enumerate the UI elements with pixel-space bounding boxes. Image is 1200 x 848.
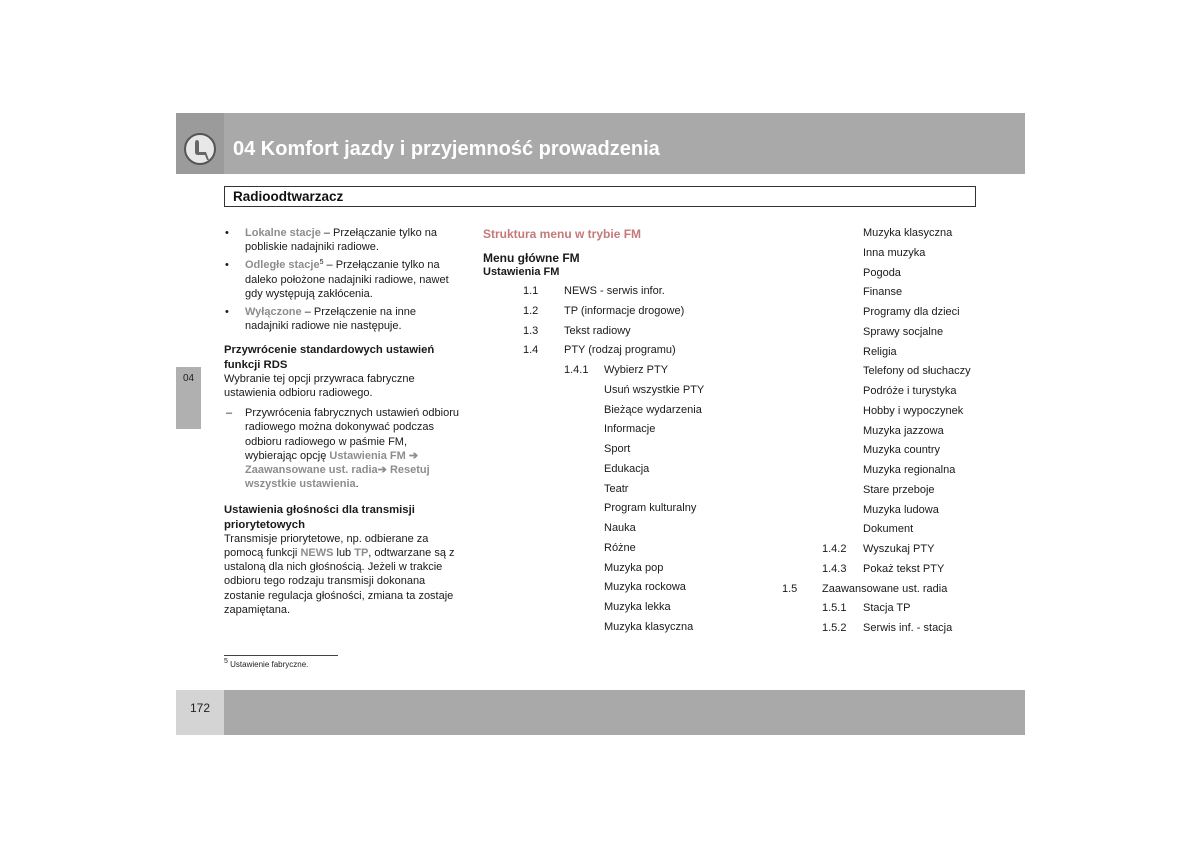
- menu-item-label: Edukacja: [604, 462, 650, 475]
- option-term: Wyłączone: [245, 306, 302, 319]
- section-title: Radioodtwarzacz: [233, 189, 344, 204]
- seat-icon: [184, 133, 216, 165]
- menu-sub-title: Ustawienia FM: [483, 266, 560, 278]
- menu-item-label: Stare przeboje: [863, 483, 935, 496]
- page-number: 172: [189, 701, 211, 715]
- side-tab-label: 04: [182, 373, 195, 384]
- footnote-marker: 5: [224, 658, 228, 665]
- menu-item-label: Pogoda: [863, 266, 901, 279]
- tp-term: TP: [354, 547, 369, 560]
- arrow-icon: ➔: [377, 464, 387, 477]
- priority-text-3: , odtwarzane są z ustaloną dla nich głośnością. Jeżeli w trakcie odbioru tego rodzaju transmisji dokonana zostanie regulacja głośności, zmiana ta zostaje zapamiętana.: [224, 547, 455, 616]
- menu-item-label: Sport: [604, 443, 631, 455]
- list-item: [224, 226, 460, 254]
- list-item: [224, 305, 460, 333]
- menu-path-1: Ustawienia FM: [329, 449, 406, 462]
- menu-item-label: Muzyka lekka: [604, 601, 671, 613]
- menu-item-label: Muzyka klasyczna: [604, 620, 694, 633]
- menu-item-label: Informacje: [604, 423, 656, 436]
- menu-item-label: Inna muzyka: [863, 246, 926, 259]
- menu-path-3: Resetuj wszystkie ustawienia: [245, 464, 430, 491]
- menu-item-label: Program kulturalny: [604, 502, 697, 515]
- bullet-dot: •: [225, 227, 229, 239]
- page-number-box: [176, 690, 224, 735]
- list-item: [224, 258, 460, 301]
- rds-heading: Przywrócenie standardowych ustawień funkcji RDS: [224, 344, 435, 371]
- menu-item-number: 1.4.2: [822, 543, 847, 555]
- menu-item-label: Usuń wszystkie PTY: [604, 383, 705, 396]
- rds-text: Wybranie tej opcji przywraca fabryczne ustawienia odbioru radiowego.: [224, 372, 415, 400]
- option-term: Odległe stacje: [245, 259, 320, 272]
- menu-item-label: Różne: [604, 541, 636, 554]
- menu-item-label: Finanse: [863, 286, 903, 299]
- menu-item-number: 1.4.3: [822, 562, 847, 575]
- menu-item-label: Sprawy socjalne: [863, 325, 944, 338]
- menu-item-label: Muzyka rockowa: [604, 581, 686, 594]
- menu-item-number: 1.5.1: [822, 602, 847, 615]
- menu-item-number: 1.5.2: [822, 622, 847, 634]
- menu-item-label: Telefony od słuchaczy: [863, 365, 971, 378]
- menu-item-label: Muzyka jazzowa: [863, 424, 944, 437]
- option-description: – Przełączenie na inne nadajniki radiowe nie następuje.: [245, 306, 417, 333]
- footer-bar: [224, 690, 1025, 735]
- menu-item-label: Bieżące wydarzenia: [604, 403, 702, 416]
- menu-item-number: 1.1: [523, 285, 539, 297]
- menu-item-label: Dokument: [863, 523, 914, 536]
- footnote: [224, 660, 308, 669]
- menu-item-label: Muzyka country: [863, 444, 941, 457]
- chapter-side-tab: [176, 367, 201, 429]
- section-header: [224, 186, 976, 207]
- menu-item-label: Wyszukaj PTY: [863, 543, 935, 555]
- menu-item-number: 1.4.1: [564, 364, 589, 376]
- menu-item-label: Programy dla dzieci: [863, 306, 960, 318]
- option-term: Lokalne stacje: [245, 227, 321, 239]
- menu-item-label: Stacja TP: [863, 602, 911, 615]
- rds-instruction-text: Przywrócenia fabrycznych ustawień odbioru radiowego można dokonywać podczas odbioru radiowego w paśmie FM, wybierając opcję: [245, 407, 459, 462]
- option-description: – Przełączanie tylko na pobliskie nadajniki radiowe.: [245, 227, 437, 254]
- option-description: – Przełączanie tylko na daleko położone nadajniki radiowe, nawet gdy występują zakłócenia.: [245, 259, 449, 300]
- menu-item-label: NEWS - serwis infor.: [564, 285, 665, 297]
- bullet-dot: •: [225, 306, 229, 319]
- dash-marker: –: [226, 407, 233, 420]
- rds-instruction: [224, 406, 460, 491]
- footnote-ref: 5: [319, 259, 324, 267]
- menu-item-number: 1.3: [523, 324, 539, 337]
- footnote-text: Ustawienie fabryczne.: [230, 660, 309, 669]
- menu-item-label: Pokaż tekst PTY: [863, 562, 945, 575]
- bullet-dot: •: [225, 259, 229, 272]
- menu-item-label: Muzyka ludowa: [863, 503, 939, 516]
- menu-item-label: Muzyka regionalna: [863, 464, 956, 476]
- priority-text: [224, 532, 460, 617]
- menu-item-label: Muzyka pop: [604, 561, 664, 574]
- menu-item-label: Teatr: [604, 482, 629, 495]
- menu-structure-title: Struktura menu w trybie FM: [483, 227, 642, 241]
- arrow-icon: ➔: [408, 449, 419, 462]
- menu-item-label: Zaawansowane ust. radia: [822, 582, 948, 595]
- menu-item-label: Tekst radiowy: [564, 324, 631, 337]
- menu-item-label: Muzyka klasyczna: [863, 227, 953, 239]
- menu-main-title: Menu główne FM: [483, 251, 580, 265]
- news-term: NEWS: [300, 547, 334, 560]
- menu-item-label: Wybierz PTY: [604, 364, 669, 376]
- priority-text-1: Transmisje priorytetowe, np. odbierane za pomocą funkcji: [224, 532, 429, 560]
- left-column: [224, 226, 460, 617]
- menu-item-label: Serwis inf. - stacja: [863, 622, 953, 634]
- priority-text-2: lub: [333, 547, 355, 560]
- menu-item-number: 1.2: [523, 304, 539, 317]
- menu-item-label: Nauka: [604, 522, 636, 534]
- menu-path-2: Zaawansowane ust. radia: [245, 464, 378, 477]
- menu-item-label: TP (informacje drogowe): [564, 304, 685, 317]
- chapter-title: 04 Komfort jazdy i przyjemność prowadzenia: [233, 138, 660, 160]
- menu-item-label: PTY (rodzaj programu): [564, 344, 676, 357]
- menu-item-label: Religia: [863, 345, 897, 358]
- priority-heading: Ustawienia głośności dla transmisji priorytetowych: [224, 504, 415, 531]
- footnote-rule: [224, 655, 338, 656]
- menu-item-label: Podróże i turystyka: [863, 385, 957, 397]
- sentence-end: .: [355, 478, 359, 491]
- menu-item-number: 1.5: [782, 582, 798, 595]
- menu-item-label: Hobby i wypoczynek: [863, 404, 964, 417]
- menu-item-number: 1.4: [523, 344, 539, 357]
